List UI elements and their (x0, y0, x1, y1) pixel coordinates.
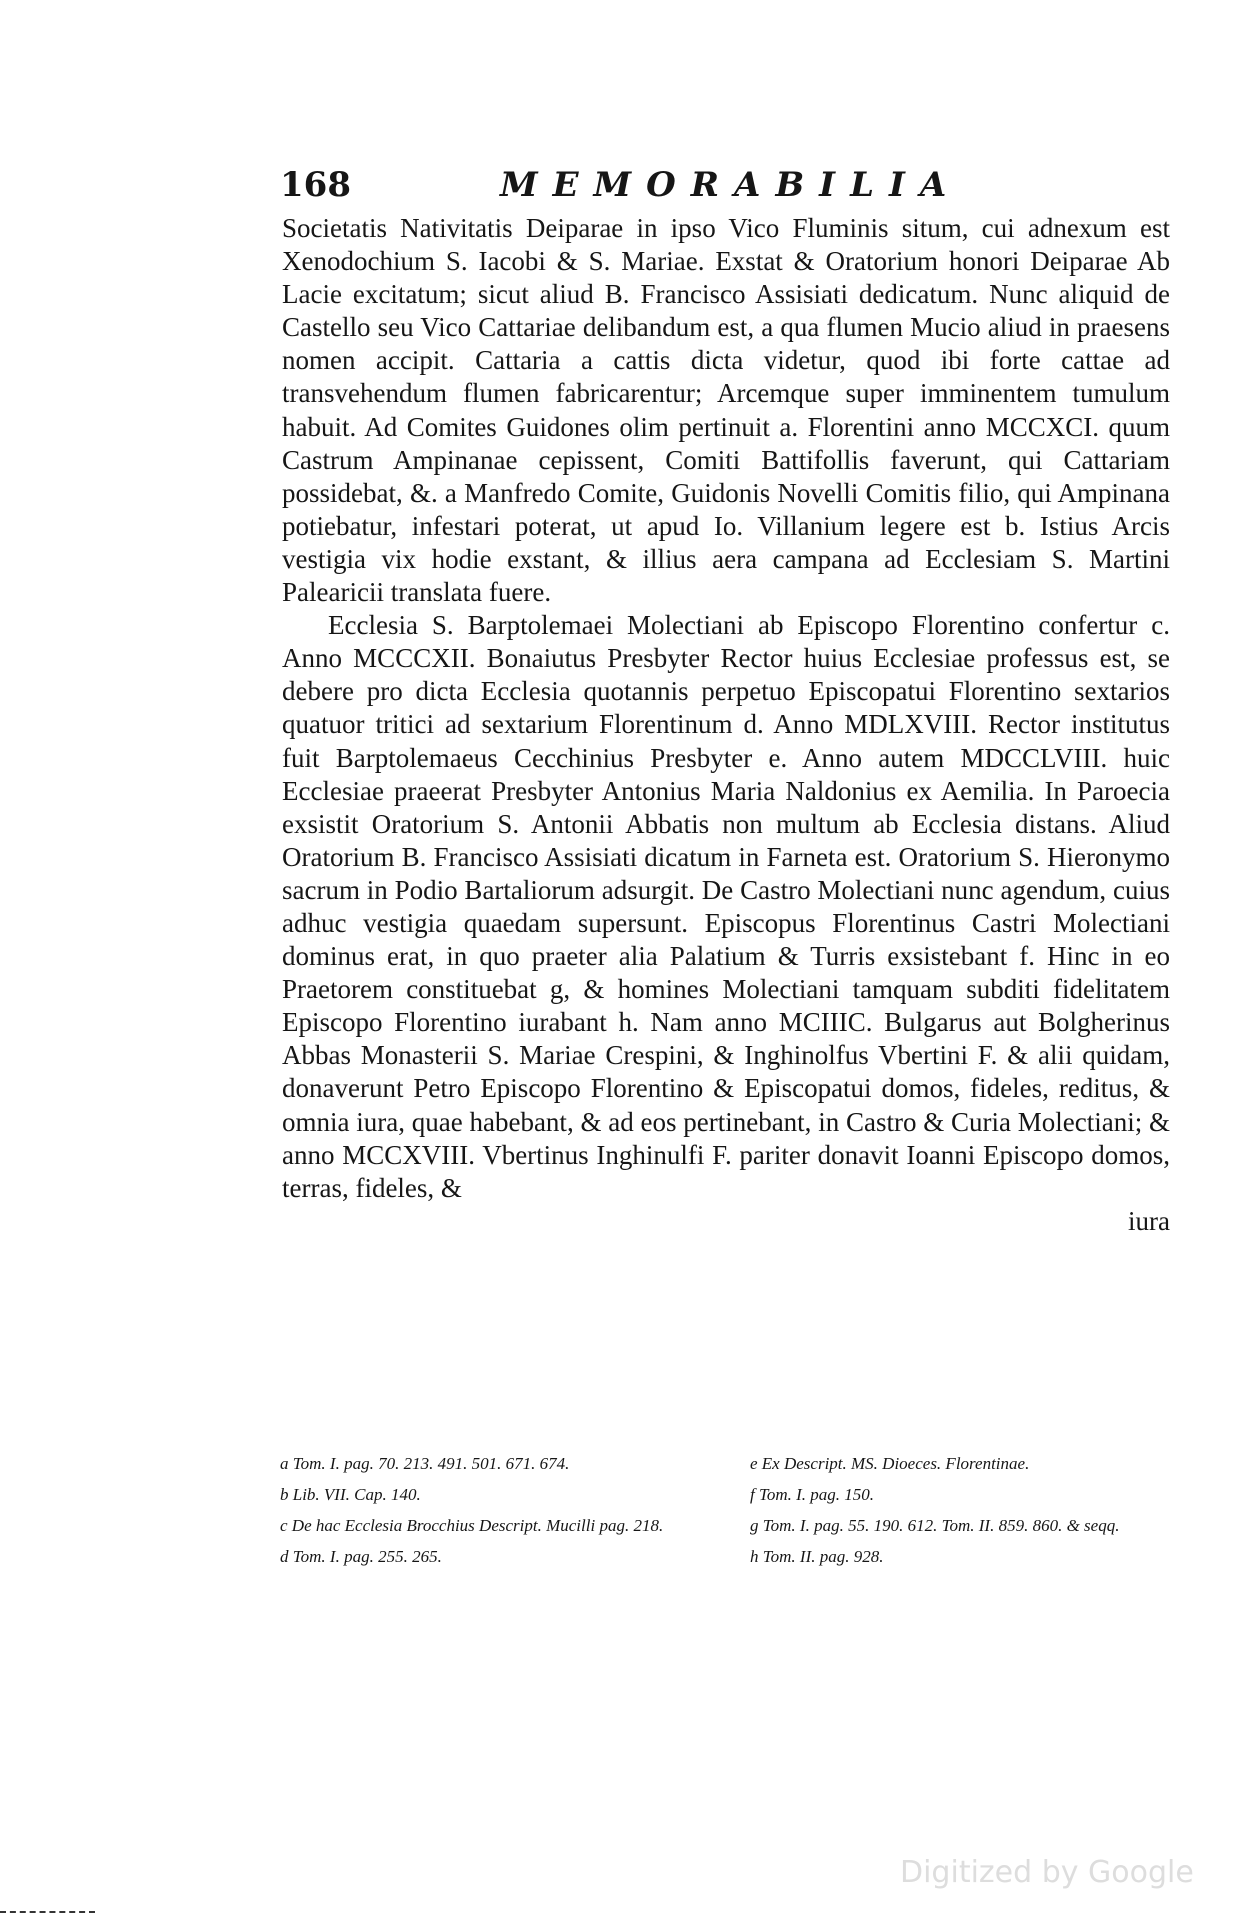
page-header (280, 165, 962, 215)
footnote: d Tom. I. pag. 255. 265. (280, 1547, 442, 1566)
footnotes (280, 1448, 1185, 1572)
footnote: b Lib. VII. Cap. 140. (280, 1485, 421, 1504)
footnotes-right (750, 1448, 1185, 1572)
footnote: e Ex Descript. MS. Dioeces. Florentinae. (750, 1454, 1030, 1473)
digitized-watermark: Digitized by Google (900, 1855, 1194, 1890)
page-number: 168 (280, 165, 351, 205)
footnote: h Tom. II. pag. 928. (750, 1547, 884, 1566)
paragraph-1: Societatis Nativitatis Deiparae in ipso Vico Fluminis situm, cui adnexum est Xenodochium S. Iacobi & S. Mariae. Exstat & Oratorium honori Deiparae Ab Lacie excitatum; sicut aliud B. Francisco Assisiati dedicatum. Nunc aliquid de Castello seu Vico Cattariae delibandum est, a qua flumen Mucio aliud in praesens nomen accipit. Cattaria a cattis dicta videtur, quod ibi forte cattae ad transvehendum flumen fabricarentur; Arcemque super imminentem tumulum habuit. Ad Comites Guidones olim pertinuit a. Florentini anno MCCXCI. quum Castrum Ampinanae cepissent, Comiti Battifollis faverunt, qui Cattariam possidebat, &. a Manfredo Comite, Guidonis Novelli Comitis filio, qui Ampinana potiebatur, infestari poterat, ut apud Io. Villanium legere est b. Istius Arcis vestigia vix hodie exstant, & illius aera campana ad Ecclesiam S. Martini Palearicii translata fuere. (282, 213, 1170, 608)
footnote: c De hac Ecclesia Brocchius Descript. Mucilli pag. 218. (280, 1516, 664, 1535)
footnote: a Tom. I. pag. 70. 213. 491. 501. 671. 674. (280, 1454, 570, 1473)
paragraph-2: Ecclesia S. Barptolemaei Molectiani ab Episcopo Florentino confertur c. Anno MCCCXII. Bonaiutus Presbyter Rector huius Ecclesiae professus est, se debere pro dicta Ecclesia quotannis perpetuo Episcopatui Florentino sextarios quatuor tritici ad sextarium Florentinum d. Anno MDLXVIII. Rector institutus fuit Barptolemaeus Cecchinius Presbyter e. Anno autem MDCCLVIII. huic Ecclesiae praeerat Presbyter Antonius Maria Naldonius ex Aemilia. In Paroecia exsistit Oratorium S. Antonii Abbatis non multum ab Ecclesia distans. Aliud Oratorium B. Francisco Assisiati dicatum in Farneta est. Oratorium S. Hieronymo sacrum in Podio Bartaliorum adsurgit. De Castro Molectiani nunc agendum, cuius adhuc vestigia quaedam supersunt. Episcopus Florentinus Castri Molectiani dominus erat, in quo praeter alia Palatium & Turris exsistebant f. Hinc in eo Praetorem constituebat g, & homines Molectiani tamquam subditi fidelitatem Episcopo Florentino iurabant h. Nam anno MCIIIC. Bulgarus aut Bolgherinus Abbas Monasterii S. Mariae Crespini, & Inghinolfus Vbertini F. & alii quidam, donaverunt Petro Episcopo Florentino & Episcopatui domos, fideles, reditus, & omnia iura, quae habebant, & ad eos pertinebant, in Castro & Curia Molectiani; & anno MCCXVIII. Vbertinus Inghinulfi F. pariter donavit Ioanni Episcopo domos, terras, fideles, & (282, 610, 1170, 1203)
running-head: MEMORABILIA (500, 165, 962, 205)
scan-edge-mark (0, 1911, 95, 1915)
catchword: iura (1128, 1205, 1170, 1236)
body-text (282, 212, 1170, 1238)
footnote: f Tom. I. pag. 150. (750, 1485, 875, 1504)
footnote: g Tom. I. pag. 55. 190. 612. Tom. II. 859. 860. & seqq. (750, 1516, 1120, 1535)
footnotes-left (280, 1448, 715, 1572)
